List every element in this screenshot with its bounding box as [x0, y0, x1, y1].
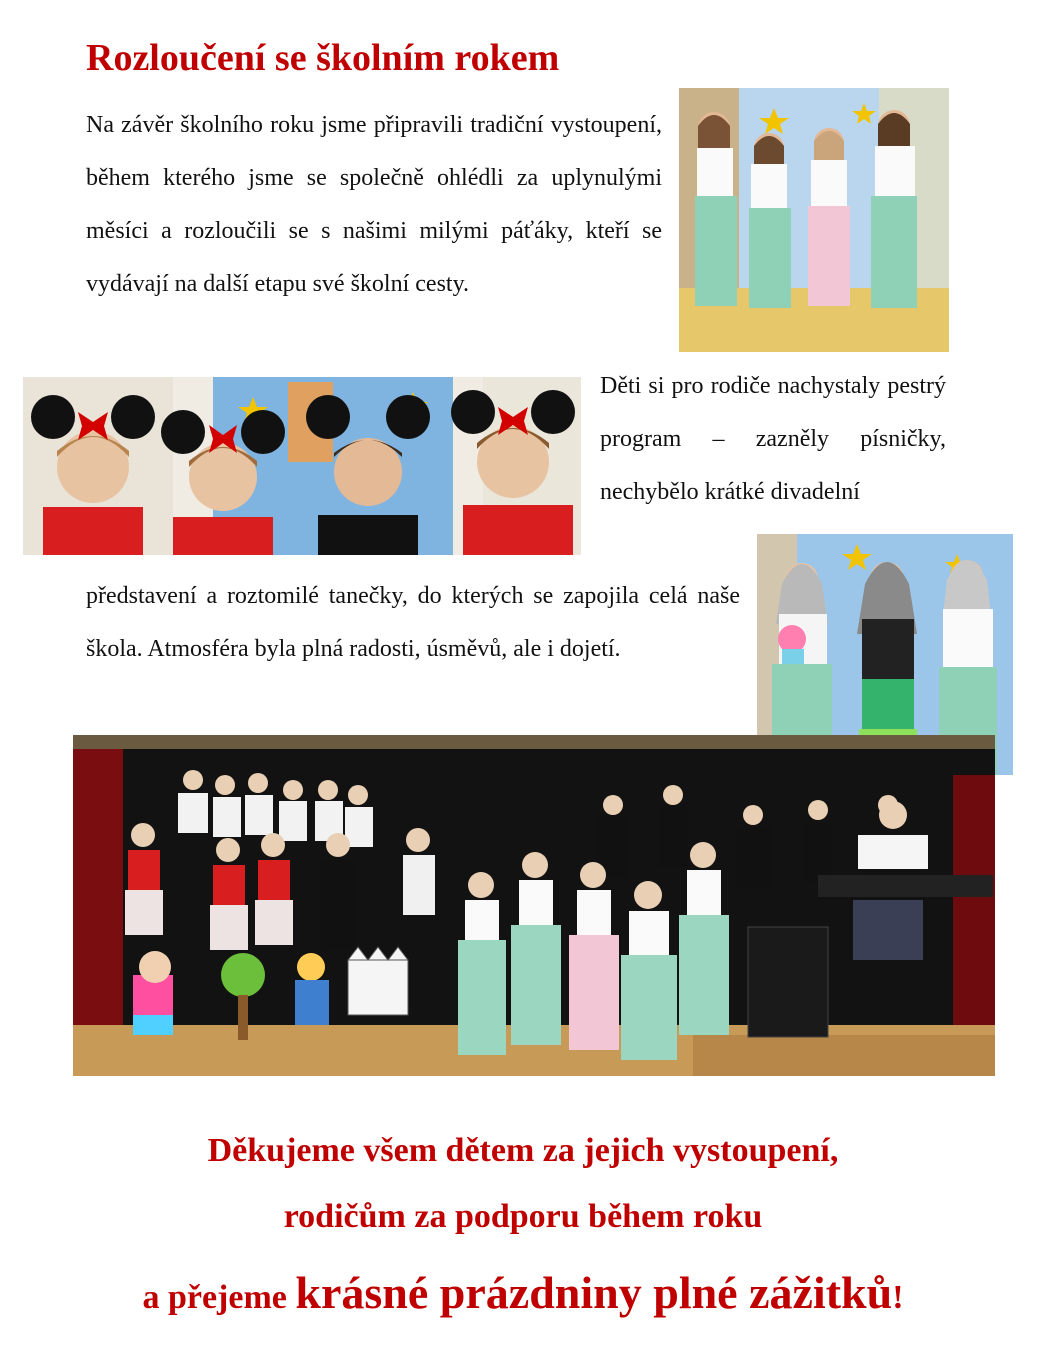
holiday-wish-suffix: ! [892, 1279, 904, 1316]
program-paragraph-start: Děti si pro rodiče nachystaly pestrý program – zazněly písničky, nechybělo krátké divadelní [600, 373, 946, 505]
program-paragraph-end: představení a roztomilé tanečky, do kterých se zapojila celá naše škola. Atmosféra byla plná radosti, úsměvů, ale i dojetí. [86, 583, 740, 662]
thanks-line-parents: rodičům za podporu během roku [283, 1198, 763, 1235]
thanks-line-children: Děkujeme všem dětem za jejich vystoupení, [207, 1132, 839, 1169]
page-title: Rozloučení se školním rokem [86, 37, 560, 79]
photo-stage-performance [73, 735, 995, 1076]
intro-paragraph: Na závěr školního roku jsme připravili tradiční vystoupení, během kterého jsme se společně ohlédli za uplynulými měsíci a rozloučili se s našimi milými páťáky, kteří se vydávají na další etapu své školní cesty. [86, 112, 662, 297]
holiday-wish-emphasis: krásné prázdniny plné zážitků [295, 1267, 893, 1318]
holiday-wish-line [0, 1266, 1046, 1319]
photo-girls-in-skirts [679, 88, 949, 352]
photo-kids-mouse-ears [23, 377, 581, 555]
holiday-wish-prefix: a přejeme [142, 1279, 296, 1316]
